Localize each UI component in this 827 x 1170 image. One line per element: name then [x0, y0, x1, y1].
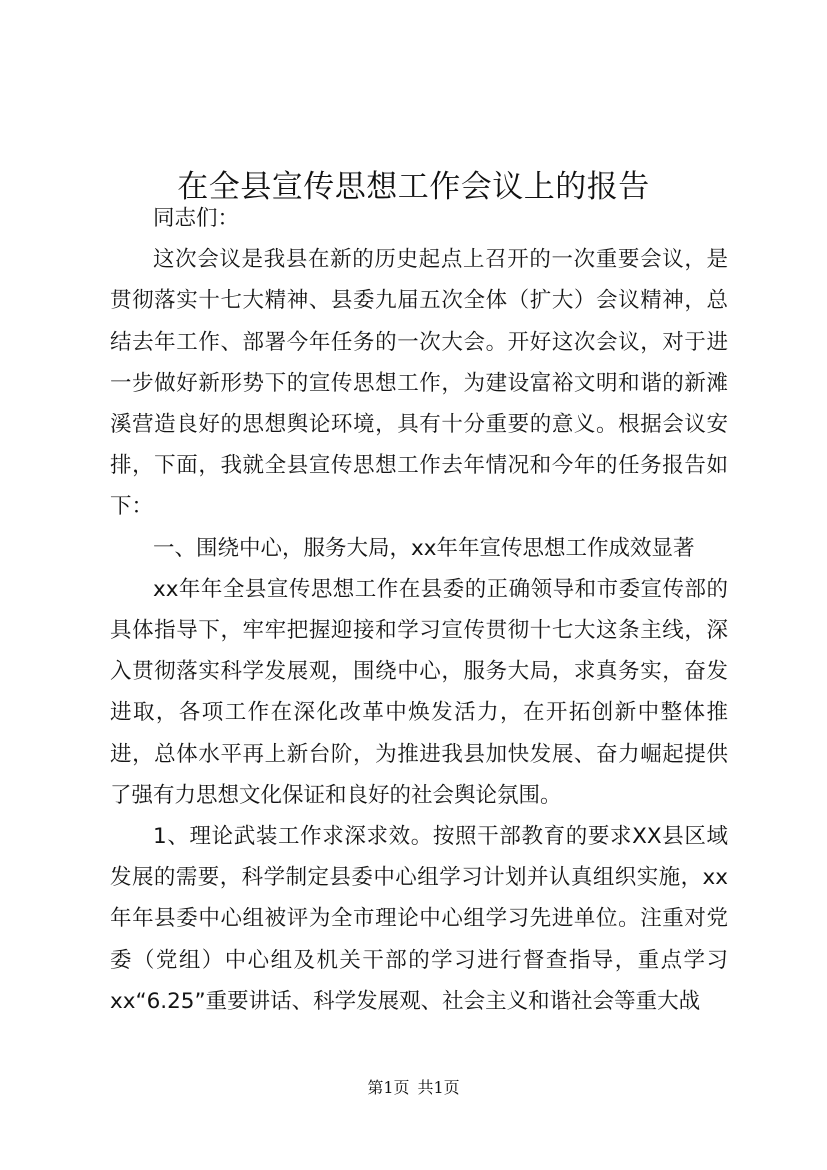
section-heading-1: 一、围绕中心，服务大局，xx年年宣传思想工作成效显著: [153, 535, 695, 561]
document-body: [110, 198, 728, 1022]
paragraph-theory: 1、理论武装工作求深求效。按照干部教育的要求XX县区域发展的需要，科学制定县委中心组学习计划并认真组织实施，xx年年县委中心组被评为全市理论中心组学习先进单位。注重对党委（党组）中心组及机关干部的学习进行督查指导，重点学习xx“6.25”重要讲话、科学发展观、社会主义和谐社会等重大战: [110, 824, 728, 1014]
page-total: 共1页: [417, 1078, 460, 1097]
page-footer: [0, 1078, 827, 1098]
paragraph-summary: xx年年全县宣传思想工作在县委的正确领导和市委宣传部的具体指导下，牢牢把握迎接和学习宣传贯彻十七大这条主线，深入贯彻落实科学发展观，围绕中心，服务大局，求真务实，奋发进取，各项工作在深化改革中焕发活力，在开拓创新中整体推进，总体水平再上新台阶，为推进我县加快发展、奋力崛起提供了强有力思想文化保证和良好的社会舆论氛围。: [110, 576, 728, 808]
page-number: 第1页: [367, 1078, 410, 1097]
salutation: 同志们：: [153, 206, 240, 231]
document-title: 在全县宣传思想工作会议上的报告: [177, 168, 650, 205]
paragraph-intro: 这次会议是我县在新的历史起点上召开的一次重要会议，是贯彻落实十七大精神、县委九届五次全体（扩大）会议精神，总结去年工作、部署今年任务的一次大会。开好这次会议，对于进一步做好新形势下的宣传思想工作，为建设富裕文明和谐的新滩溪营造良好的思想舆论环境，具有十分重要的意义。根据会议安排，下面，我就全县宣传思想工作去年情况和今年的任务报告如下：: [110, 247, 728, 520]
